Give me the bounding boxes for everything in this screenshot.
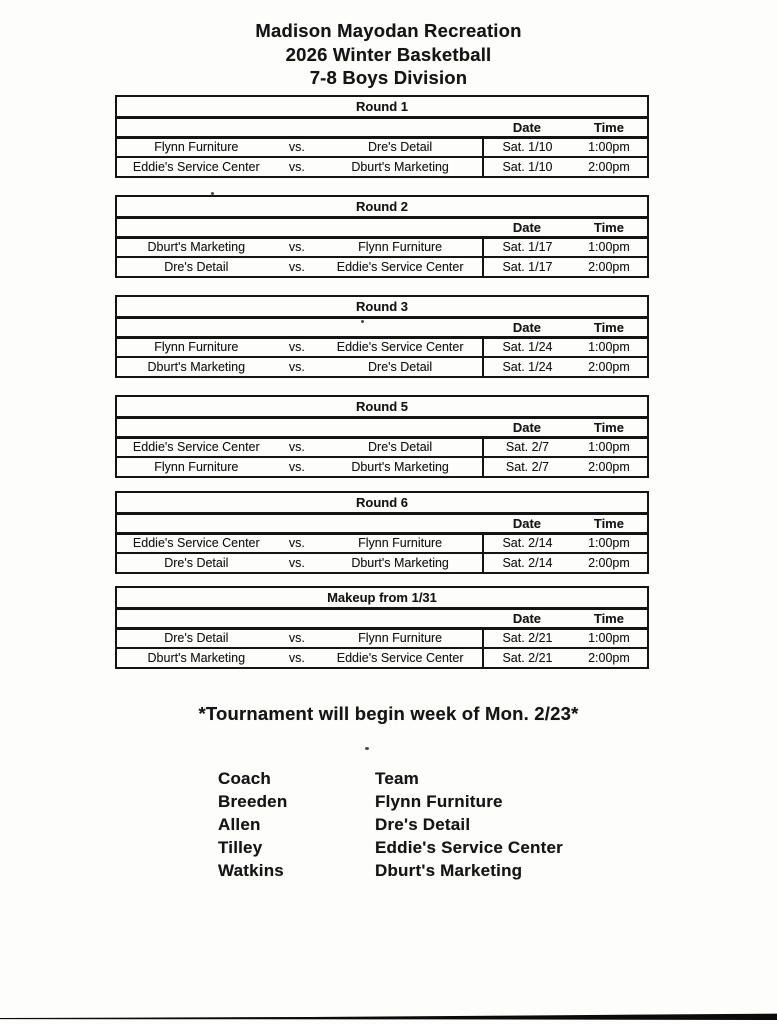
home-team: Dre's Detail (116, 257, 276, 277)
page-title (0, 19, 777, 90)
away-team: Dburt's Marketing (318, 157, 483, 177)
vs-label: vs. (276, 237, 319, 257)
scan-speck (365, 747, 369, 750)
home-team: Flynn Furniture (116, 137, 276, 157)
away-team: Dre's Detail (318, 437, 483, 457)
game-date: Sat. 1/10 (483, 157, 571, 177)
away-team: Flynn Furniture (318, 628, 483, 648)
vs-label: vs. (276, 628, 319, 648)
game-date: Sat. 2/14 (483, 553, 571, 573)
team-name: Flynn Furniture (375, 792, 503, 811)
date-column-header: Date (483, 117, 571, 137)
blank-cell (318, 217, 483, 237)
blank-cell (318, 117, 483, 137)
title-line-division: 7-8 Boys Division (309, 67, 468, 88)
blank-cell (116, 417, 276, 437)
game-time: 2:00pm (571, 553, 648, 573)
blank-cell (318, 417, 483, 437)
coach-column-header: Coach (218, 769, 271, 788)
vs-label: vs. (276, 648, 319, 668)
blank-cell (276, 217, 319, 237)
vs-label: vs. (276, 457, 319, 477)
game-time: 1:00pm (571, 437, 648, 457)
scan-edge-artifact (0, 1013, 777, 1021)
game-time: 2:00pm (571, 357, 648, 377)
away-team: Dburt's Marketing (318, 553, 483, 573)
round-title: Round 1 (116, 96, 648, 117)
away-team: Eddie's Service Center (318, 337, 483, 357)
blank-cell (318, 317, 483, 337)
team-name: Dburt's Marketing (375, 861, 523, 880)
blank-cell (276, 513, 319, 533)
round-table (115, 491, 649, 574)
date-column-header: Date (483, 217, 571, 237)
game-row (116, 337, 648, 357)
blank-cell (116, 608, 276, 628)
team-name: Eddie's Service Center (375, 838, 563, 857)
date-column-header: Date (483, 317, 571, 337)
home-team: Dre's Detail (116, 553, 276, 573)
away-team: Dburt's Marketing (318, 457, 483, 477)
time-column-header: Time (571, 513, 648, 533)
blank-cell (116, 117, 276, 137)
round-table (115, 395, 649, 478)
blank-cell (318, 513, 483, 533)
round-table (115, 195, 649, 278)
vs-label: vs. (276, 437, 319, 457)
blank-cell (116, 217, 276, 237)
round-table (115, 586, 649, 669)
home-team: Flynn Furniture (116, 337, 276, 357)
blank-cell (276, 608, 319, 628)
blank-cell (276, 417, 319, 437)
date-column-header: Date (483, 513, 571, 533)
away-team: Dre's Detail (318, 357, 483, 377)
coach-team-roster (218, 767, 563, 882)
blank-cell (116, 513, 276, 533)
game-time: 2:00pm (571, 648, 648, 668)
game-row (116, 257, 648, 277)
away-team: Eddie's Service Center (318, 648, 483, 668)
game-time: 1:00pm (571, 628, 648, 648)
game-date: Sat. 1/24 (483, 337, 571, 357)
home-team: Dburt's Marketing (116, 648, 276, 668)
date-column-header: Date (483, 417, 571, 437)
game-date: Sat. 1/10 (483, 137, 571, 157)
round-title: Round 3 (116, 296, 648, 317)
vs-label: vs. (276, 553, 319, 573)
round-title: Round 5 (116, 396, 648, 417)
game-date: Sat. 2/14 (483, 533, 571, 553)
game-row (116, 457, 648, 477)
away-team: Eddie's Service Center (318, 257, 483, 277)
game-row (116, 648, 648, 668)
game-time: 2:00pm (571, 157, 648, 177)
game-date: Sat. 2/7 (483, 457, 571, 477)
game-row (116, 437, 648, 457)
game-time: 1:00pm (571, 337, 648, 357)
game-date: Sat. 1/24 (483, 357, 571, 377)
game-row (116, 157, 648, 177)
coach-name: Watkins (218, 861, 284, 880)
time-column-header: Time (571, 417, 648, 437)
game-time: 1:00pm (571, 237, 648, 257)
game-date: Sat. 1/17 (483, 237, 571, 257)
game-date: Sat. 1/17 (483, 257, 571, 277)
round-title: Makeup from 1/31 (116, 587, 648, 608)
blank-cell (318, 608, 483, 628)
home-team: Eddie's Service Center (116, 437, 276, 457)
vs-label: vs. (276, 157, 319, 177)
blank-cell (116, 317, 276, 337)
team-column-header: Team (375, 769, 419, 788)
vs-label: vs. (276, 137, 319, 157)
coach-name: Breeden (218, 792, 288, 811)
away-team: Dre's Detail (318, 137, 483, 157)
title-line-org: Madison Mayodan Recreation (255, 20, 522, 41)
round-table (115, 95, 649, 178)
scan-speck (211, 192, 214, 195)
game-row (116, 553, 648, 573)
away-team: Flynn Furniture (318, 237, 483, 257)
home-team: Eddie's Service Center (116, 157, 276, 177)
game-row (116, 357, 648, 377)
rounds-container (115, 95, 649, 686)
time-column-header: Time (571, 117, 648, 137)
title-line-season: 2026 Winter Basketball (285, 43, 492, 65)
game-date: Sat. 2/7 (483, 437, 571, 457)
game-time: 2:00pm (571, 257, 648, 277)
round-title: Round 2 (116, 196, 648, 217)
time-column-header: Time (571, 608, 648, 628)
time-column-header: Time (571, 317, 648, 337)
game-row (116, 237, 648, 257)
coach-name: Tilley (218, 838, 263, 857)
game-date: Sat. 2/21 (483, 648, 571, 668)
time-column-header: Time (571, 217, 648, 237)
blank-cell (276, 317, 319, 337)
home-team: Dburt's Marketing (116, 357, 276, 377)
vs-label: vs. (276, 357, 319, 377)
game-row (116, 137, 648, 157)
game-row (116, 628, 648, 648)
vs-label: vs. (276, 533, 319, 553)
game-date: Sat. 2/21 (483, 628, 571, 648)
round-title: Round 6 (116, 492, 648, 513)
game-row (116, 533, 648, 553)
tournament-note: *Tournament will begin week of Mon. 2/23* (198, 703, 579, 724)
home-team: Dburt's Marketing (116, 237, 276, 257)
away-team: Flynn Furniture (318, 533, 483, 553)
home-team: Eddie's Service Center (116, 533, 276, 553)
game-time: 2:00pm (571, 457, 648, 477)
scan-speck (361, 320, 364, 323)
blank-cell (276, 117, 319, 137)
game-time: 1:00pm (571, 533, 648, 553)
vs-label: vs. (276, 337, 319, 357)
home-team: Dre's Detail (116, 628, 276, 648)
home-team: Flynn Furniture (116, 457, 276, 477)
round-table (115, 295, 649, 378)
date-column-header: Date (483, 608, 571, 628)
team-name: Dre's Detail (375, 815, 471, 834)
vs-label: vs. (276, 257, 319, 277)
coach-name: Allen (218, 815, 261, 834)
game-time: 1:00pm (571, 137, 648, 157)
